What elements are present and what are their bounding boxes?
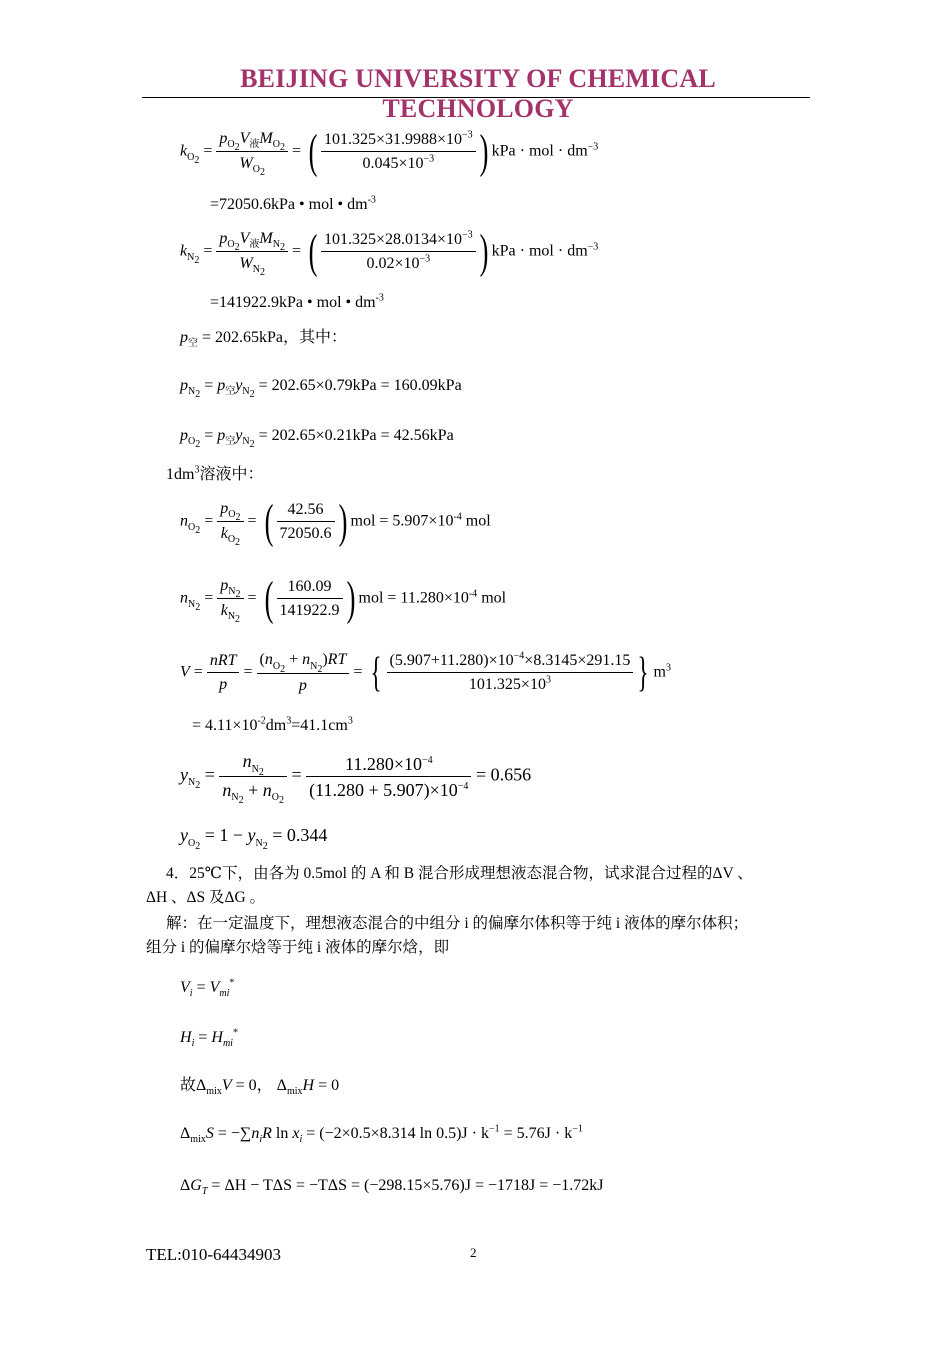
equation-h-i: $H_i = H_{mi}^*$ bbox=[180, 1027, 238, 1050]
question-4-line-2: ΔH 、ΔS 及ΔG 。 bbox=[146, 889, 266, 906]
equation-p-air: $p_空 = 202.65kPa$，其中： bbox=[180, 329, 348, 350]
equation-p-n2: $p_{N_2} = p_空y_{N_2} = 202.65\times 0.79kPa = 160.09kPa$ bbox=[180, 377, 462, 401]
equation-delta-g: $\Delta G_T = \Delta H - T\Delta S = -T\Delta S = (-298.15\times 5.76)J = -1718J = -1.72kJ$ bbox=[180, 1177, 604, 1198]
equation-y-n2: $y_{N_2}$ = $\frac{n_{N_2}}{n_{N_2} + n_{O_2}}$ = $\frac{11.280\times 10^{-4}}{(11.280 + 5.907)\times 10^{-4}}$ = 0.656 bbox=[180, 751, 532, 807]
page-number: 2 bbox=[470, 1245, 477, 1260]
equation-n-o2: $n_{O_2}$ = $\frac{p_{O_2}}{k_{O_2}}$ = ( $\frac{42.56}{72050.6}$ ) mol = $5.907\times 10^{-4}$ mol bbox=[180, 495, 491, 549]
result-volume: = $4.11\times 10^{-2}dm^3=41.1cm^3$ bbox=[192, 715, 353, 734]
question-4-line-1: 4．25℃下，由各为 0.5mol 的 A 和 B 混合形成理想液态混合物，试求混合过程的ΔV 、 bbox=[166, 865, 753, 882]
equation-volume: V = $\frac{\text{nRT}}{p}$ = $\frac{(n_{O_2} + n_{N_2})RT}{p}$ = { $\frac{(5.907+11.280)\times 10^{-4}\times 8.3145\times 291.15}{101.325\times 10^3}$ } $m^3$ bbox=[180, 650, 671, 696]
equation-n-n2: $n_{N_2}$ = $\frac{p_{N_2}}{k_{N_2}}$ = ( $\frac{160.09}{141922.9}$ ) mol = $11.280\times 10^{-4}$ mol bbox=[180, 572, 507, 626]
solution-label: $1dm^3$溶液中： bbox=[166, 464, 264, 483]
equation-mix-v-h: 故$\Delta_{mix}V = 0$， $\Delta_{mix}H = 0$ bbox=[180, 1077, 340, 1098]
header-rule bbox=[142, 97, 810, 98]
page-header-title: BEIJING UNIVERSITY OF CHEMICAL TECHNOLOGY bbox=[240, 64, 716, 123]
equation-mix-s: $\Delta_{mix}S = -\sum n_iR$ $\ln x_i = (-2\times 0.5\times 8.314$ $\ln 0.5)J \cdot k^{-1} = 5.76J \cdot k^{-1}$ bbox=[180, 1123, 583, 1146]
result-k-n2: =141922.9kPa • mol • $dm^{-3}$ bbox=[210, 292, 384, 311]
result-k-o2: =72050.6kPa • mol • $dm^{-3}$ bbox=[210, 194, 376, 213]
equation-v-i: $V_i = V_{mi}^*$ bbox=[180, 977, 235, 1000]
solution-line-1: 解：在一定温度下，理想液态混合的中组分 i 的偏摩尔体积等于纯 i 液体的摩尔体积； bbox=[166, 915, 749, 932]
equation-p-o2: $p_{O_2} = p_空y_{N_2} = 202.65\times 0.21kPa = 42.56kPa$ bbox=[180, 427, 454, 451]
equation-k-n2: $k_{N_2}$ = $\frac{p_{O_2}V_液M_{N_2}}{W_{N_2}}$ = ( $\frac{101.325\times 28.0134\times 10^{-3}}{0.02\times 10^{-3}}$ ) kPa · mol · $dm^{-3}$ bbox=[180, 225, 599, 279]
footer-telephone: TEL:010-64434903 bbox=[146, 1245, 282, 1264]
equation-y-o2: $y_{O_2} = 1 - y_{N_2} = 0.344$ bbox=[180, 825, 328, 852]
equation-k-o2: $k_{O_2}$ = $\frac{p_{O_2}V_液M_{O_2}}{W_{O_2}}$ = ( $\frac{101.325\times 31.9988\times 10^{-3}}{0.045\times 10^{-3}}$ ) kPa · mol · $dm^{-3}$ bbox=[180, 125, 599, 179]
solution-line-2: 组分 i 的偏摩尔焓等于纯 i 液体的摩尔焓，即 bbox=[146, 939, 450, 956]
